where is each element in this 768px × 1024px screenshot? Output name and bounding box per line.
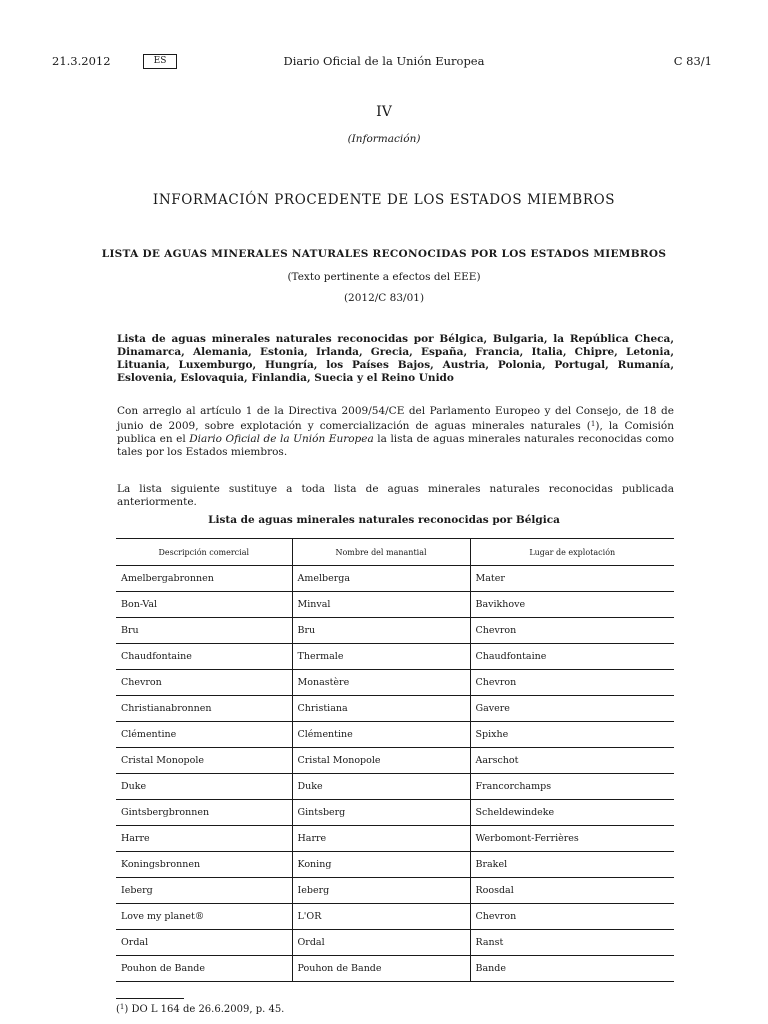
table-cell: Harre [292, 826, 470, 852]
table-cell: Love my planet® [116, 904, 292, 930]
section-heading: INFORMACIÓN PROCEDENTE DE LOS ESTADOS MIEMBROS [152, 192, 616, 208]
language-badge: ES [143, 54, 177, 69]
table-cell: Chevron [470, 670, 674, 696]
table-cell: Amelbergabronnen [116, 566, 292, 592]
table-cell: Monastère [292, 670, 470, 696]
table-cell: Francorchamps [470, 774, 674, 800]
table-row [116, 670, 674, 696]
section-subtitle: (Información) [347, 133, 421, 145]
table-row [116, 592, 674, 618]
table-row [116, 878, 674, 904]
table-row [116, 800, 674, 826]
table-cell: Cristal Monopole [116, 748, 292, 774]
directive-text-c: la lista de aguas minerales naturales reconocidas como tales por los Estados miembros. [117, 433, 675, 458]
section-number: IV [376, 104, 392, 120]
table-cell: Chevron [470, 904, 674, 930]
table-cell: Duke [292, 774, 470, 800]
table-cell: Cristal Monopole [292, 748, 470, 774]
table-cell: Bavikhove [470, 592, 674, 618]
table-cell: Ranst [470, 930, 674, 956]
table-cell: Chevron [470, 618, 674, 644]
intro-paragraph: Lista de aguas minerales naturales reconocidas por Bélgica, Bulgaria, la República Checa, Dinamarca, Alemania, Estonia, Irlanda, Grecia, España, Francia, Italia, Chipre, Letonia, Lituania, Luxemburgo, Hungría, los Países Bajos, Austria, Polonia, Portugal, Rumanía, Eslovenia, Eslovaquia, Finlandia, Suecia y el Reino Unido [117, 333, 674, 384]
table-cell: Bru [116, 618, 292, 644]
table-row [116, 826, 674, 852]
table-cell: Amelberga [292, 566, 470, 592]
directive-paragraph [117, 405, 674, 459]
table-row [116, 748, 674, 774]
table-header-row [116, 539, 674, 566]
table-row [116, 566, 674, 592]
table-cell: Roosdal [470, 878, 674, 904]
eee-note: (Texto pertinente a efectos del EEE) [287, 271, 481, 283]
table-cell: Chevron [116, 670, 292, 696]
footnote-divider [116, 998, 184, 999]
table-cell: Chaudfontaine [116, 644, 292, 670]
document-reference: (2012/C 83/01) [343, 292, 425, 304]
table-cell: Ordal [116, 930, 292, 956]
column-header: Lugar de explotación [470, 539, 674, 566]
table-row [116, 930, 674, 956]
directive-text-b: ), la Comisión publica en el [117, 420, 674, 445]
table-cell: Gavere [470, 696, 674, 722]
table-cell: Clémentine [116, 722, 292, 748]
table-cell: Pouhon de Bande [116, 956, 292, 982]
table-cell: Ieberg [116, 878, 292, 904]
column-header: Descripción comercial [116, 539, 292, 566]
table-cell: Brakel [470, 852, 674, 878]
replacement-paragraph: La lista siguiente sustituye a toda lista de aguas minerales naturales reconocidas publicada anteriormente. [117, 483, 674, 508]
table-cell: Gintsberg [292, 800, 470, 826]
table-cell: Pouhon de Bande [292, 956, 470, 982]
table-row [116, 852, 674, 878]
table-cell: L'OR [292, 904, 470, 930]
footnote: ($^1$) DO L 164 de 26.6.2009, p. 45. [116, 1003, 285, 1015]
table-cell: Bru [292, 618, 470, 644]
table-cell: Ieberg [292, 878, 470, 904]
table-cell: Aarschot [470, 748, 674, 774]
table-cell: Spixhe [470, 722, 674, 748]
page-reference: C 83/1 [673, 54, 712, 68]
table-cell: Clémentine [292, 722, 470, 748]
table-cell: Christianabronnen [116, 696, 292, 722]
table-row [116, 904, 674, 930]
footnote-marker: 1 [590, 420, 596, 428]
footnote-number: 1 [119, 1003, 125, 1011]
journal-reference: Diario Oficial de la Unión Europea [189, 433, 374, 445]
document-title: LISTA DE AGUAS MINERALES NATURALES RECONOCIDAS POR LOS ESTADOS MIEMBROS [101, 248, 667, 260]
directive-text-a: Con arreglo al artículo 1 de la Directiva 2009/54/CE del Parlamento Europeo y del Consejo, de 18 de junio de 2009, sobre explotación y comercialización de aguas minerales naturales ( [117, 405, 674, 432]
table-cell: Harre [116, 826, 292, 852]
table-cell: Thermale [292, 644, 470, 670]
table-cell: Gintsbergbronnen [116, 800, 292, 826]
table-cell: Christiana [292, 696, 470, 722]
table-cell: Chaudfontaine [470, 644, 674, 670]
water-list-table [116, 538, 674, 982]
table-cell: Koningsbronnen [116, 852, 292, 878]
table-cell: Minval [292, 592, 470, 618]
table-row [116, 722, 674, 748]
table-cell: Scheldewindeke [470, 800, 674, 826]
header-date: 21.3.2012 [52, 54, 111, 68]
column-header: Nombre del manantial [292, 539, 470, 566]
journal-title: Diario Oficial de la Unión Europea [283, 54, 485, 68]
table-cell: Werbomont-Ferrières [470, 826, 674, 852]
table-cell: Bande [470, 956, 674, 982]
table-cell: Mater [470, 566, 674, 592]
table-row [116, 644, 674, 670]
table-row [116, 618, 674, 644]
table-cell: Duke [116, 774, 292, 800]
table-row [116, 696, 674, 722]
table-cell: Koning [292, 852, 470, 878]
table-row [116, 956, 674, 982]
table-row [116, 774, 674, 800]
footnote-text: DO L 164 de 26.6.2009, p. 45. [131, 1004, 285, 1015]
table-cell: Bon-Val [116, 592, 292, 618]
table-title: Lista de aguas minerales naturales reconocidas por Bélgica [208, 514, 560, 526]
table-cell: Ordal [292, 930, 470, 956]
